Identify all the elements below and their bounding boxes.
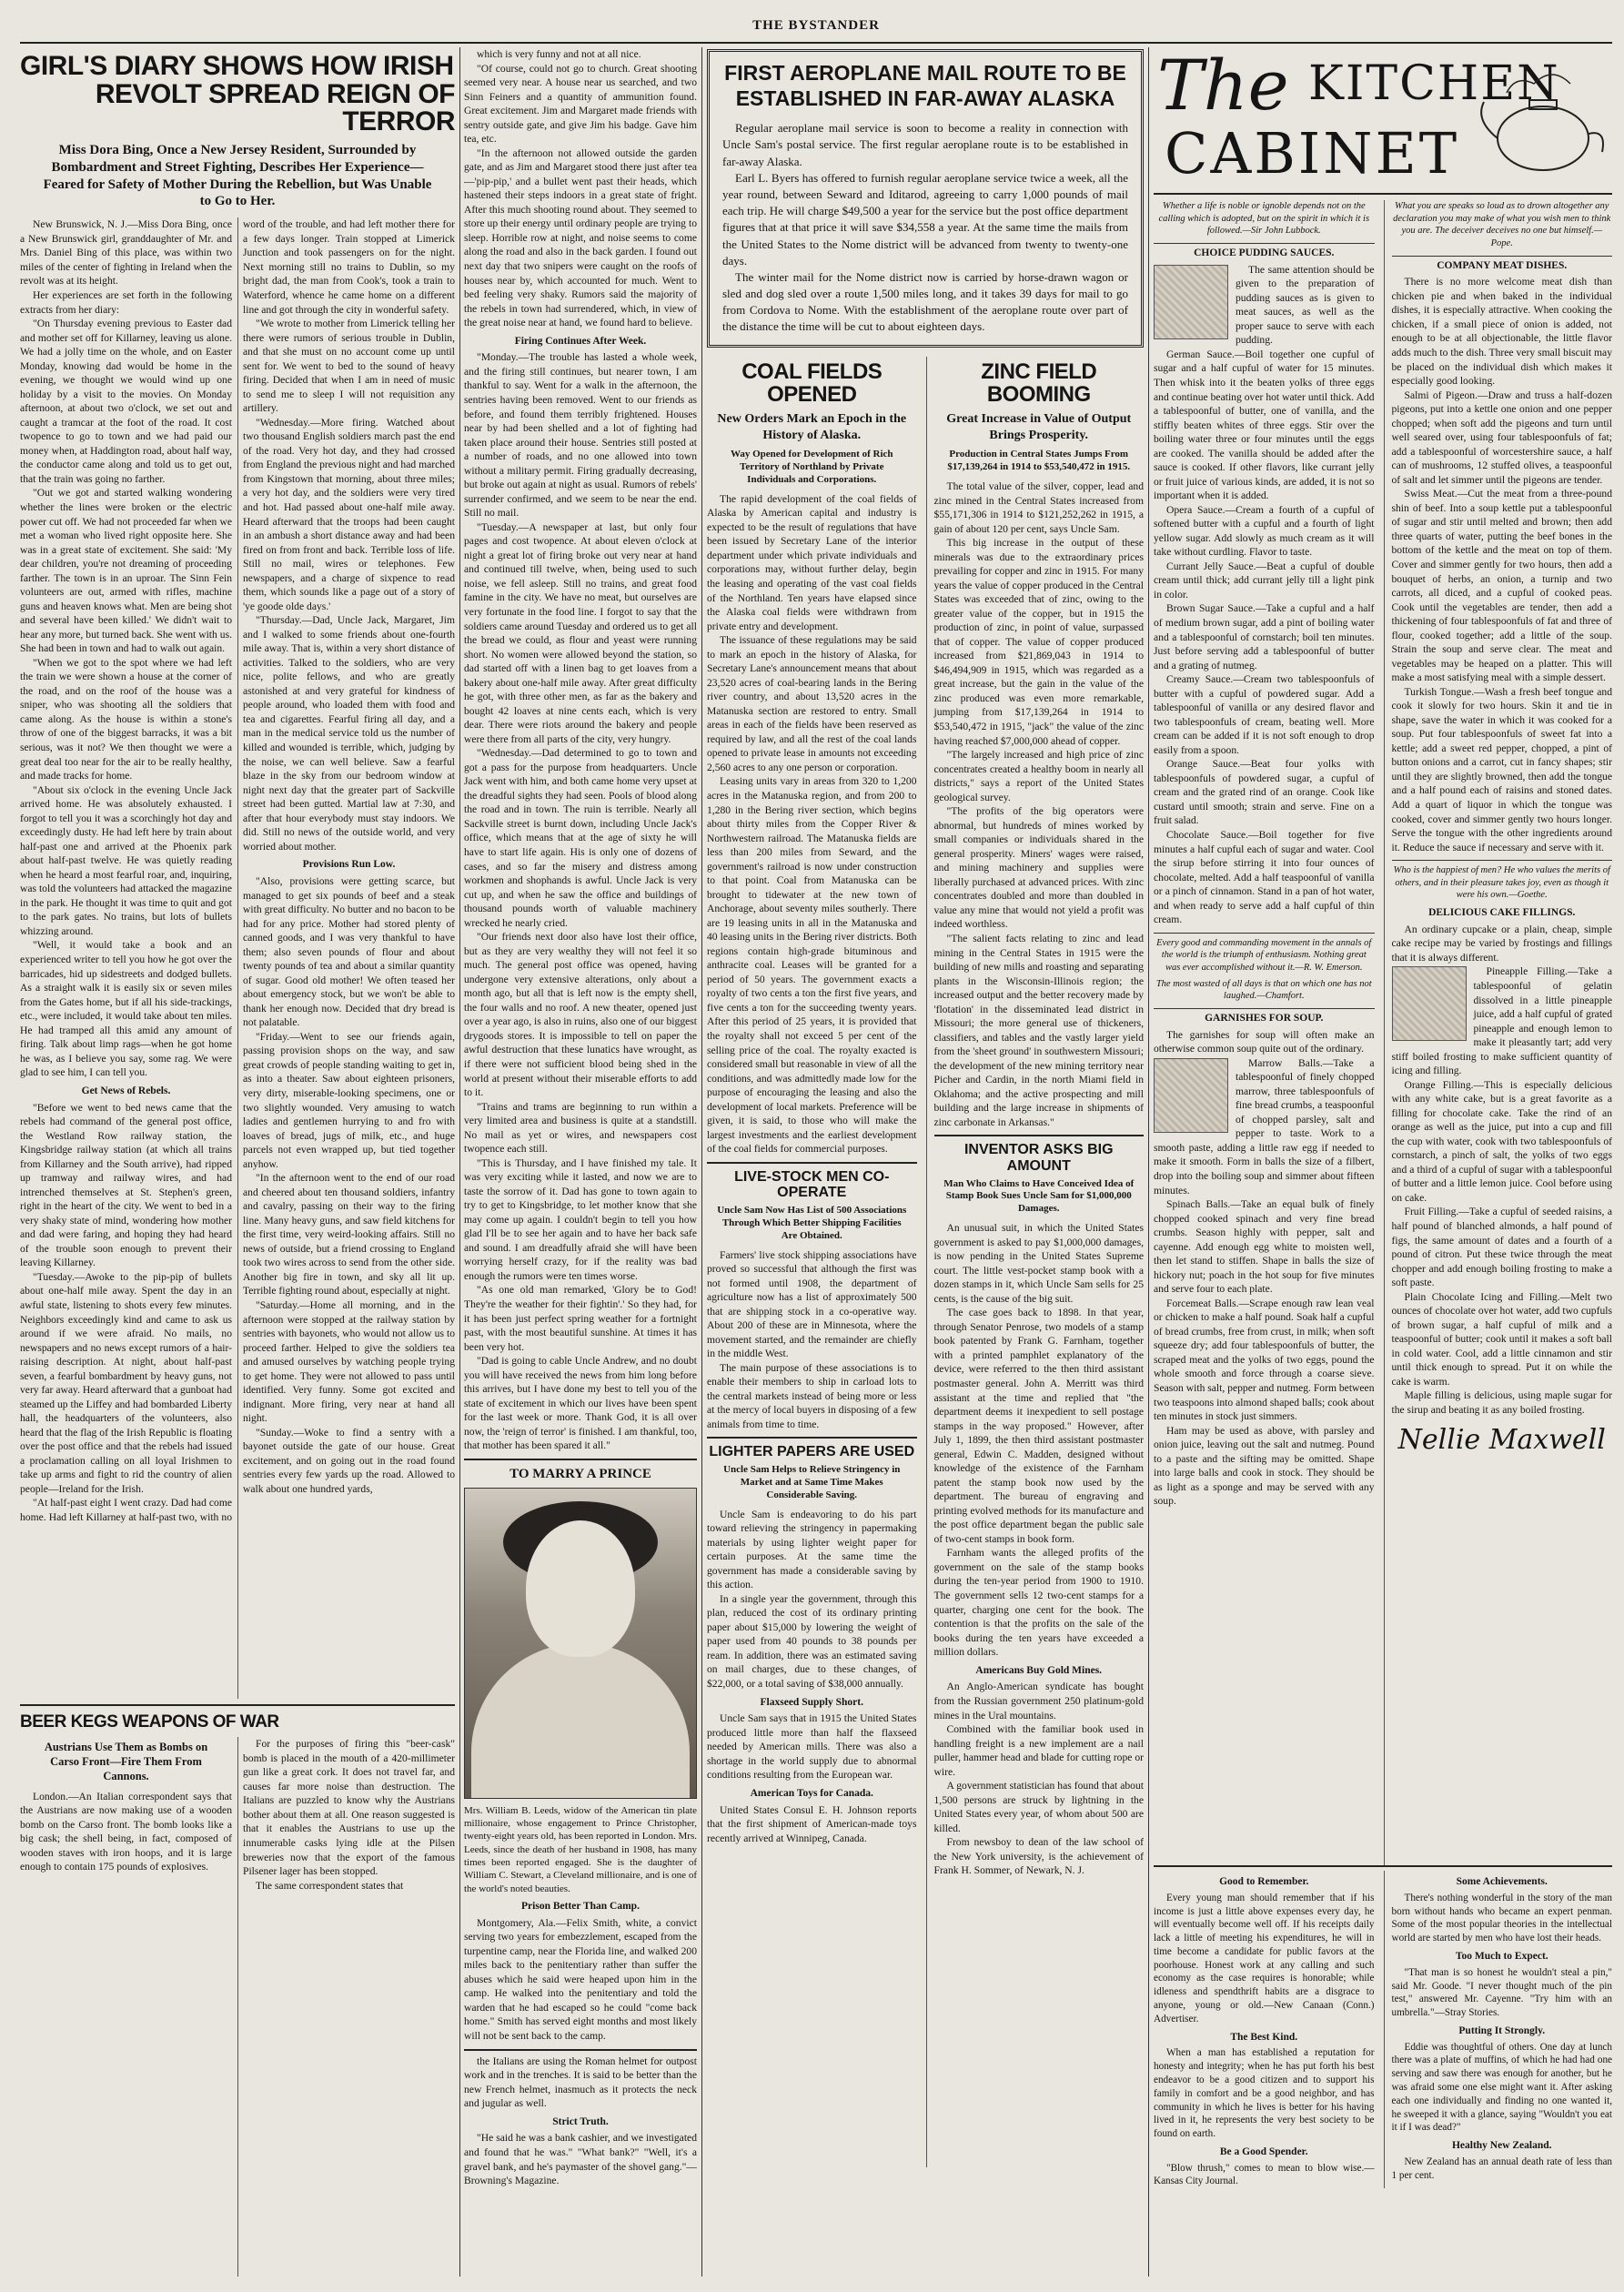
headline-zinc-field: ZINC FIELD BOOMING bbox=[981, 358, 1097, 407]
paragraph: "He said he was a bank cashier, and we investigated and found that he was." "What bank?" "Well, it's a gravel bank, and he's paymaster of the shovel gang."—Browning's Magazine. bbox=[464, 2132, 697, 2187]
quote: Every good and commanding movement in the annals of the world is the triumph of enthusiasm. Nothing great was ever accomplished without it.—R. W. Emerson. bbox=[1154, 933, 1375, 974]
paragraph: "That man is so honest he wouldn't steal a pin," said Mr. Goode. "I never thought much of the pin test," answered Mr. Cayenne. "Try him with an umbrella."—Stray Stories. bbox=[1391, 1966, 1612, 2019]
article-helmet bbox=[464, 2049, 697, 2188]
paragraph: Leasing units vary in areas from 320 to 1,200 acres in the Matanuska region, and from 200 to 1,280 in the Bering river section, which begins about thirty miles from the Copper River & Northwestern railroad. The Matanuska fields are less than 200 miles from Seward, and the government's railroad is now under construction to that point. Coal from Matanuska can be brought to tidewater at the new town of Anchorage, about seventy miles southerly. There are 19 leasing units in all in the Matanuska and 40 leasing units in the Bering river districts. Both regions contain high-grade bituminous and anthracite coal. Leases will be granted for a period of 50 years. The government exacts a royalty of two cents a ton the first five years, and five cents a ton for the succeeding twenty years. After this period of 25 years, it is provided that the royalty shall not exceed 5 per cent of the selling price of the coal. The royalty exacted is considered small but reasonable in view of all the conditions, and was admittedly made low for the purpose of encouraging the leasing and also the development of local markets. Preference will be given, it is said, to those who will make the largest investments and the earliest development of the coal fields for commercial purposes. bbox=[707, 775, 917, 1156]
basket-illustration-icon bbox=[1154, 1058, 1228, 1133]
paragraph: London.—An Italian correspondent says that the Austrians are now making use of a wooden bomb on the Carso front. The bomb looks like a big cask; the shell being, in fact, composed of wooden staves with iron hoops, and it is large enough to contain 175 pounds of explosives. bbox=[20, 1790, 232, 1873]
paragraph: From newsboy to dean of the law school of the New York university, is the achievement of Frank H. Sommer, of Newark, N. J. bbox=[933, 1836, 1144, 1877]
paragraph: "Sunday.—Woke to find a sentry with a bayonet outside the gate of our house. Great excitement, and on going out in the road found sentries every few yards up the road. Allowed to walk about one hundred yards, bbox=[243, 1426, 455, 1495]
vase-illustration-icon bbox=[1154, 265, 1228, 339]
aeroplane-mail-box bbox=[707, 49, 1144, 348]
paragraph: Turkish Tongue.—Wash a fresh beef tongue and cook it slowly for two hours. Skin it and tie in shape, save the water in which it was cooked for a soup. Put four tablespoonfuls of sweet fat into a kettle; add a sweet red pepper, chopped, a pint of button onions and a carrot, cut in fancy shapes; stir until they are slightly browned, then add the tongue and a half pound each of raisins and stoned dates. Add a quart of liquor in which the tongue was cooked, cover and simmer gently two hours longer. Serve the tongue with the other ingredients around it. Reduce the sauce if necessary and serve with it. bbox=[1391, 685, 1612, 853]
paragraph: Farmers' live stock shipping associations have proved so successful that although the first was not formed until 1908, the department of agriculture now has a list of approximately 500 that are shipping stock in a co-operative way. About 200 of these are in Minnesota, where the movement started, and the remainder are chiefly in the middle West. bbox=[707, 1248, 917, 1360]
headline-line-2: REVOLT SPREAD REIGN OF TERROR bbox=[95, 78, 455, 137]
quote: Who is the happiest of men? He who values the merits of others, and in their pleasure takes joy, even as though it were his own.—Goethe. bbox=[1392, 860, 1613, 902]
paragraph: Pineapple Filling.—Take a tablespoonful of gelatin dissolved in a little pineapple juice, add a half cupful of grated pineapple and enough lemon to make it pleasantly tart; add very stiff boiled frosting to make sufficient quantity of icing and filling. bbox=[1391, 965, 1612, 1077]
column-irish-diary bbox=[20, 47, 455, 2277]
paragraph: Brown Sugar Sauce.—Take a cupful and a half of medium brown sugar, add a pint of boiling water and a tablespoonful of cornstarch; boil ten minutes. Just before serving add a tablespoonful of butter and a grating of nutmeg. bbox=[1154, 602, 1375, 671]
column-diary-continued bbox=[464, 47, 697, 2277]
paragraph: "Saturday.—Home all morning, and in the afternoon were stopped at the railway station by sentries with bayonets, who would not allow us to proceed farther. Helped to give the soldiers tea and amused ourselves by watching people trying to get home. They were not allowed to pass until identified. Very funny. Some got excited and indignant. More firing, very near at hand all night. bbox=[243, 1298, 455, 1425]
headline-beer-kegs: BEER KEGS WEAPONS OF WAR bbox=[20, 1712, 279, 1732]
paragraph: United States Consul E. H. Johnson reports that the first shipment of American-made toys recently arrived at Winnipeg, Canada. bbox=[707, 1803, 917, 1844]
kitchen-cabinet-title-cabinet: CABINET bbox=[1165, 120, 1460, 187]
paragraph: Orange Filling.—This is especially delicious with any white cake, but is a great favorite as a filling for chocolate cake. Take the rind of an orange as well as the juice, put into a cup and fill the cup with water, cook with two tablespoonfuls of cornstarch, a pinch of salt, the yolks of two eggs and a third of a cupful of sugar with a tablespoonful of butter and a little lemon juice. Cool before using on cake. bbox=[1391, 1078, 1612, 1204]
paragraph: "Tuesday.—A newspaper at last, but only four pages and cost twopence. At about eleven o'clock at night a great lot of firing broke out very near at hand and continued till twelve, when, being used to such noise, we fell asleep. Still no trains, and great food famine in the city. We have no meat, but ourselves are very fortunate in the food line. I forgot to say that the soldiers came around Tuesday and ordered us to get all the bread we could, as flour and yeast were running short. No women were allowed beyond the station, so dad started off with a linen bag to get loaves from a bakery about one-half mile away. After great difficulty he got, with three other men, as far as the bakery and bought 42 loaves at nine cents each, which is very dear. There were riots around the bakery and people were there from all parts of the city, very hungry. bbox=[464, 520, 697, 745]
kitchen-cabinet-title-kitchen: KITCHEN bbox=[1308, 56, 1560, 111]
paragraph: The case goes back to 1898. In that year, through Senator Penrose, two models of a stamp book patented by Frank G. Farnham, together with a printed pamphlet explanatory of the device, were referred to the then third assistant postmaster general. John A. Merritt was third assistant at the time and replied that "the department deems it inexpedient to sell postage stamps in the way proposed." However, after July 1, 1899, the then third assistant postmaster general, Edwin C. Madden, designed without knowledge of the existence of the Farnham patent the stamp book now used by the department. The bureau of engraving and printing evolved methods for its manufacture and the post office department began the public sale of two-cent stamps in book form. bbox=[933, 1307, 1144, 1545]
section-cake-fillings: DELICIOUS CAKE FILLINGS. bbox=[1428, 907, 1576, 919]
deck-irish-diary: Miss Dora Bing, Once a New Jersey Resident, Surrounded by Bombardment and Street Fighting, Describes Her Experience—Feared for Safety of Mother During the Rebellion, but Was Unable to Go to Her. bbox=[43, 142, 432, 209]
paragraph: Maple filling is delicious, using maple sugar for the sirup and beating it as any boiled frosting. bbox=[1391, 1389, 1612, 1416]
paragraph: The winter mail for the Nome district now is carried by horse-drawn wagon or sled and dog sled over a route 1,500 miles long, and it takes 39 days for mail to go from Cordova to Nome. With the establishment of the aeroplane route over part of the distance the time will be cut to about eighteen days. bbox=[722, 269, 1128, 334]
subhead: Be a Good Spender. bbox=[1219, 2146, 1308, 2157]
masthead: THE BYSTANDER bbox=[20, 9, 1612, 44]
portrait-photo bbox=[464, 1488, 697, 1799]
paragraph: Currant Jelly Sauce.—Beat a cupful of double cream until thick; add currant jelly till a light pink in color. bbox=[1154, 560, 1375, 601]
paragraph: The same correspondent states that bbox=[256, 1879, 404, 1892]
signature: Nellie Maxwell bbox=[1397, 1424, 1606, 1457]
paragraph: "Well, it would take a book and an experienced writer to tell you how he got over the barricades, hid up sidestreets and dodged bullets. As a straight walk it is easily six or seven miles from the Gates home, but if all his side-trackings, etc., were included, it would take about ten miles. He had tramped all this amid any amount of firing. Talk about limp rags—when he got home he was, as I believe you say, some rag. We were glad to see him, I can tell you. bbox=[20, 939, 232, 1079]
paragraph: Montgomery, Ala.—Felix Smith, white, a convict serving two years for embezzlement, escaped from the turpentine camp, near the Florida line, and walked 200 miles back to the penitentiary rather than suffer the abuses which he said were heaped upon him in the camp. He walked into the penitentiary and told the warden that he had escaped so he could "come back home." Smith has served eight months and most likely will not be sent back to the camp. bbox=[464, 1916, 697, 2042]
deck-coal-fields: New Orders Mark an Epoch in the History of Alaska. bbox=[717, 412, 907, 442]
paragraph: "About six o'clock in the evening Uncle Jack arrived home. He was absolutely exhausted. I forgot to tell you it was a scorchingly hot day and exceedingly dusty. He had left here by train about half-past one and arrived at the Phoenix park about half-past twelve. He was quietly reading when he heard a most fearful roar, and, inquiring, was told the volunteers had attacked the magazine in the park. He thought it was time to quit and got to the park gates. No trains, but lots of bullets whizzing around. bbox=[20, 783, 232, 937]
paragraph: The same attention should be given to the preparation of pudding sauces as is given to meat sauces, as well as the proper sauce to serve with each pudding. bbox=[1236, 263, 1375, 347]
paragraph: Creamy Sauce.—Cream two tablespoonfuls of butter with a cupful of powdered sugar. Add a tablespoonful of vanilla or any desired flavor and two tablespoonfuls of cream, beating well. More cream can be added if it is not soft enough to drop easily from a spoon. bbox=[1154, 673, 1375, 756]
paragraph: Opera Sauce.—Cream a fourth of a cupful of softened butter with a cupful and a fourth of light yellow sugar. Add slowly as much cream as it will take without curdling. Flavor to taste. bbox=[1154, 503, 1375, 559]
article-beer-kegs bbox=[20, 1704, 455, 2277]
paragraph: Uncle Sam says that in 1915 the United States produced little more than half the flaxseed needed by American mills. There was also a shortage in the world supply due to abnormal conditions resulting from the European war. bbox=[707, 1712, 917, 1782]
paragraph: An Anglo-American syndicate has bought from the Russian government 250 platinum-gold mines in the Ural mountains. bbox=[933, 1681, 1144, 1722]
paragraph: Chocolate Sauce.—Boil together for five minutes a half cupful each of sugar and water. Cool the sirup before stirring it into four ounces of chocolate, melted. Add a half teaspoonful of vanilla or a pinch of cinnamon. Stand in a pan of hot water, and when ready to serve add a half cupful of thin cream. bbox=[1154, 828, 1375, 926]
paragraph: Earl L. Byers has offered to furnish regular aeroplane service twice a week, all the year round, between Seward and Iditarod, agreeing to carry 1,000 pounds of mail each trip. He will charge $49,500 a year for the service but the post office department figures that at that price it will save $34,558 a year. At the same time the mails from the United States to the Nome district will be advanced from twenty to twenty-one days. bbox=[722, 170, 1128, 268]
paragraph: "This is Thursday, and I have finished my tale. It was very exciting while it lasted, and now we are to taste the sorrow of it. Dad has gone to town again to try to get to Kingsbridge, to let mother know that she may come up again. I couldn't begin to tell you how glad I'll be to see her again and to have her back safe and sound. I am dreadfully afraid she will have been worrying herself crazy, for if the reality was bad enough the rumors were ten times worse. bbox=[464, 1156, 697, 1282]
paragraph: Her experiences are set forth in the following extracts from her diary: bbox=[20, 289, 232, 316]
paragraph: "Out we got and started walking wondering whether the lines were broken or the electric power cut off. We had not proceeded far when we met a woman who lived right opposite here. She was in a great state of excitement. She said: 'My dear children, you're not dreaming of proceeding farther. The town is in an uproar. The Sinn Fein volunteers are out, armed with rifles, machine guns and heaven knows what. Men are being shot and several have been killed.' We didn't wait to hear any more, but turned back. She went with us. She had been in town and had to walk out again. bbox=[20, 487, 232, 655]
paragraph: "Trains and trams are beginning to run within a very limited area and business is quite at a standstill. No mail as yet or wires, and newspapers cost twopence each still. bbox=[464, 1100, 697, 1156]
paragraph: There is no more welcome meat dish than chicken pie and when baked in the individual dishes, it is especially attractive. When cooking the chicken, if a small piece of onion is added, not enough to be at all objectionable, the little flavor adds much to the dish. Three very small biscuit may be placed on the individual dish which makes it especially good looking. bbox=[1391, 276, 1612, 388]
paragraph: Spinach Balls.—Take an equal bulk of finely chopped cooked spinach and very fine bread crumbs. Season highly with pepper, salt and cayenne. Add enough egg white to moisten well, then let stand to stiffen. Shape in balls the size of hickory nut; poach in the hot soup for five minutes and serve four to each plate. bbox=[1154, 1198, 1375, 1296]
deck-inventor: Man Who Claims to Have Conceived Idea of Stamp Book Sues Uncle Sam for $1,000,000 Damages. bbox=[943, 1177, 1135, 1215]
subhead: American Toys for Canada. bbox=[750, 1788, 873, 1799]
miscellany-right bbox=[1384, 1871, 1613, 2188]
paragraph: Swiss Meat.—Cut the meat from a three-pound shin of beef. Into a soup kettle put a tablespoonful of sugar and stir until melted and brown; then add three quarts of water, putting the beef bones in the bottom of the kettle and the meat on top of them. Cover and simmer gently for two hours, then add a bouquet of herbs, an onion, a turnip and two carrots, all diced, and a cupful of cooked peas. Cook until the vegetables are tender, then add a thickening of four tablespoonfuls of fat and three of flour, cooked together; add a little of the soup. Strain the soup and serve clear. The meat and vegetables may be heaped on a platter. This will make a most satisfying meal with a simple dessert. bbox=[1391, 488, 1612, 684]
subhead: The Best Kind. bbox=[1230, 2031, 1298, 2043]
headline-irish-diary bbox=[20, 53, 455, 136]
teapot-illustration-icon bbox=[1470, 66, 1607, 184]
column-rule bbox=[459, 47, 460, 2277]
paragraph: In a single year the government, through this plan, reduced the cost of its ordinary printing paper about $15,000 by lowering the weight of paper used from 40 pounds to 38 pounds per ream. In addition, there was an estimated saving on mail charges, due to these changes, of $22,000, or a total saving of $38,000 annually. bbox=[707, 1592, 917, 1691]
subdeck-coal-fields: Way Opened for Development of Rich Territory of Northland by Private Individuals and Corporations. bbox=[730, 449, 893, 485]
paragraph: the Italians are using the Roman helmet for outpost work and in the trenches. It is said to be better than the new French helmet, inasmuch as it protects the neck and jugular as well. bbox=[464, 2055, 697, 2110]
deck-lighter-papers: Uncle Sam Helps to Relieve Stringency in Market and at Same Time Makes Considerable Saving. bbox=[723, 1464, 901, 1500]
paragraph: "Before we went to bed news came that the rebels had command of the general post office, the Westland Row railway station, the Kingsbridge railway station (at which all trains from Killarney and the South arrive), had ripped up tramway and railway wires, and had intrenched themselves at St. Stephen's green, right in the heart of the city. We went to bed in a very shaky state of mind, wondering how mother and dad were faring, and hoping they had heard of the trouble soon enough to prevent their leaving Killarney. bbox=[20, 1101, 232, 1269]
paragraph: "Wednesday.—Dad determined to go to town and got a pass for the purpose from headquarters. Uncle Jack went with him, and both came home very upset at the dreadful sights they had seen. Pools of blood along the road and in town. The ruin is terrible. Nearly all Sackville street is burnt down, including Uncle Jack's office, which means that at the age of sixty he will have to start life again. His is only one of dozens of cases, and so far the misery and distress among workmen and shophands is awful. Uncle Jack is very cut up, and when he saw the office and buildings of thousand pounds worth of valuable machinery wrecked he nearly cried. bbox=[464, 747, 697, 929]
subhead: Prison Better Than Camp. bbox=[521, 1900, 640, 1912]
newspaper-page bbox=[20, 9, 1612, 2284]
miscellany-section bbox=[1154, 1865, 1612, 2280]
kitchen-cabinet-header bbox=[1154, 47, 1612, 195]
column-rule bbox=[701, 47, 702, 2277]
paragraph: Ham may be used as above, with parsley and onion juice, leaving out the salt and nutmeg. Pound to a paste and the sifting may be omitted. Shape into large balls and cook in stock. They should be as light as a sponge and may be served with any soup. bbox=[1154, 1424, 1375, 1508]
headline-coal-fields: COAL FIELDS OPENED bbox=[741, 358, 883, 407]
subhead: Healthy New Zealand. bbox=[1451, 2140, 1552, 2152]
subhead: Strict Truth. bbox=[552, 2115, 609, 2127]
deck-beer-kegs: Austrians Use Them as Bombs on Carso Front—Fire Them From Cannons. bbox=[44, 1741, 208, 1782]
subhead: Good to Remember. bbox=[1219, 1876, 1309, 1887]
section-soup-garnishes: GARNISHES FOR SOUP. bbox=[1154, 1008, 1375, 1025]
paragraph: This big increase in the output of these minerals was due to the extraordinary prices prevailing for copper and zinc in 1915. For many years the value of copper produced in the Central States was exceeded that of zinc, owing to the greater value of the copper, but in 1915 the production of zinc, in point of value, surpassed that of copper. The value of copper produced increased from $21,869,043 in 1914 to $46,494,909 in 1915, which was regarded as a great increase, but the gain in the value of the zinc produced was even more remarkable, jumping from $17,139,264 in 1914 to $53,540,472 in 1915, "jack" the value of the zinc having reached $7,000,000 ahead of copper. bbox=[933, 537, 1144, 747]
paragraph: Regular aeroplane mail service is soon to become a reality in connection with Uncle Sam's postal service. The first regular aeroplane route is to be established in far-away Alaska. bbox=[722, 121, 1128, 168]
subhead: Firing Continues After Week. bbox=[514, 335, 647, 347]
section-company-meat: COMPANY MEAT DISHES. bbox=[1392, 256, 1613, 273]
paragraph: "The salient facts relating to zinc and lead mining in the Central States in 1915 were the building of new mills and roasting and separating plants in the Wisconsin-Illinois region; the increased output and the better recovery made by 'flotation' in the disseminated lead district in Missouri; the more general use of thickeners, classifiers, and tables and the vastly larger yield from the 'sheet ground' in southwestern Missouri; the development of the new mining territory near Picher and Cardin, in the north Miami field in Oklahoma; and the active prospecting and mill building and the large increase in shipments of zinc carbonate in Arkansas." bbox=[933, 932, 1144, 1128]
paragraph: The rapid development of the coal fields of Alaska by American capital and industry is expected to be the result of regulations that have been issued by Secretary Lane of the interior department under which private individuals and corporations may, without further delay, begin the leasing and operating of the vast coal fields of the Northland. Ten years have elapsed since the Alaska coal fields were withdrawn from private entry and development. bbox=[707, 492, 917, 632]
paragraph: New Zealand has an annual death rate of less than 1 per cent. bbox=[1391, 2156, 1612, 2181]
paragraph: "Tuesday.—Awoke to the pip-pip of bullets about one-half mile away. Spent the day in an awful state, listening to shots every few minutes. Neighbors exceedingly kind and came to ask us around if we were afraid. No mails, no newspapers and no news except rumors of a hair-raising description. At night, about half-past seven, a fearful bombardment by heavy guns, not very far away. Heard afterward that a gunboat had steamed up the Liffey and had bombarded Liberty hall, the headquarters of the volunteers, also heard that the flag of the Irish Republic is floating over the post office and that the rebels had issued a proclamation calling on all loyal Irishmen to take up arms and fight to rid the country of alien people—Ireland for the Irish. bbox=[20, 1270, 232, 1495]
paragraph: "When we got to the spot where we had left the train we were shown a house at the corner of the road, and on the roof of the house was a sniper, who was shooting all the soldiers that came along. As the house is within a stone's throw of one of the biggest barracks, it was a bit serious, was it not? We then thought we were a great deal too near for the air to be really healthy, and made tracks for home. bbox=[20, 656, 232, 783]
paragraph: For the purposes of firing this "beer-cask" bomb is placed in the mouth of a 420-millimeter gun like a great cork. It does not travel far, and causes far more noise than destruction. The Italians are puzzled to know why the Austrians bother about them at all. One reason suggested is that it enables the Austrians to use up the innumerable casks lying idle at the Pilsen breweries now that the export of the famous Pilsener lager has been stopped. bbox=[243, 1738, 455, 1878]
paragraph: An unusual suit, in which the United States government is asked to pay $1,000,000 damages, is now pending in the United States Supreme court. The little vest-pocket stamp book with a dozen stamps in it, which Uncle Sam sells for 25 cents, is the cause of the big suit. bbox=[933, 1222, 1144, 1305]
subhead: Some Achievements. bbox=[1456, 1876, 1548, 1887]
paragraph: New Brunswick, N. J.—Miss Dora Bing, once a New Brunswick girl, granddaughter of Mr. and Mrs. Daniel Bing of this place, was within two miles of the center of fighting in Ireland when the revolt was at its height. bbox=[20, 218, 232, 288]
portrait-face-shape bbox=[526, 1520, 635, 1657]
paragraph: German Sauce.—Boil together one cupful of sugar and a half cupful of water for 15 minutes. Then whisk into it the beaten yolks of three eggs and continue beating over hot water until thick. Add a tablespoonful of butter, one of vanilla, and the stiffly beaten whites of three eggs. Stir over the boiling water three or four minutes until the eggs are cooked. The vanilla should be added after the sauce is cooked. If other flavors, like currant jelly or fruit juice of various kinds, are added, it is not so important when it is added. bbox=[1154, 348, 1375, 502]
paragraph: "Also, provisions were getting scarce, but managed to get six pounds of beef and a steak with great difficulty. No butter and no bacon to be had for any price. Mother had stored plenty of canned goods, and I was very thankful to have them; also seven pounds of flour and about twenty pounds of tea and about a similar quantity of sugar. Good old mother! We often teased her about emergency stock, but we won't be able to thank her enough now. Decided that dry bread is not palatable. bbox=[243, 875, 455, 1029]
paragraph: "The profits of the big operators were abnormal, but hundreds of mines worked by small companies or individuals shared in the general prosperity. Miners' wages were raised, and mining machinery and supplies were liberally purchased at advanced prices. With zinc concentrates doubled and more than doubled in value any mine that would not yield a profit was indeed worthless. bbox=[933, 805, 1144, 931]
paragraph: Salmi of Pigeon.—Draw and truss a half-dozen pigeons, put into a kettle one onion and one pepper chopped; when soft add the pigeons and turn until well seared over, using four tablespoonfuls of fat; add a tablespoonful of worcestershire sauce, a half can of mushrooms, 12 stuffed olives, a teaspoonful of salt and let simmer until the pigeons are tender. bbox=[1391, 389, 1612, 486]
headline-aeroplane-mail: FIRST AEROPLANE MAIL ROUTE TO BE ESTABLISHED IN FAR-AWAY ALASKA bbox=[724, 61, 1126, 110]
subhead: Too Much to Expect. bbox=[1455, 1950, 1548, 1962]
kitchen-cabinet-title-the: The bbox=[1157, 47, 1289, 126]
quote: The most wasted of all days is that on which one has not laughed.—Chamfort. bbox=[1155, 978, 1372, 1002]
paragraph: The total value of the silver, copper, lead and zinc mined in the Central States increased from $55,171,306 in 1914 to $121,252,262 in 1915, a gain of about 120 per cent, says Uncle Sam. bbox=[933, 480, 1144, 535]
subcolumn-zinc bbox=[926, 357, 1145, 2167]
column-alaska-news bbox=[707, 47, 1144, 2277]
subdeck-zinc-field: Production in Central States Jumps From $17,139,264 in 1914 to $53,540,472 in 1915. bbox=[947, 449, 1131, 473]
paragraph: "On Thursday evening previous to Easter dad and mother set off for Killarney, leaving us alone. We had a jolly time on the whole, and on Easter Monday, knowing dad would be home in the evening, we thought we would wind up one holiday by a visit to the movies. On Monday afternoon, at about two o'clock, we set out and caught a tramcar at the foot of the road. It cost twopence to go to town and we had paid our money when, at Haddington road, about half way, the conductor came along and told us to get out, that the train was going no farther. bbox=[20, 318, 232, 485]
headline-line-1: GIRL'S DIARY SHOWS HOW IRISH bbox=[20, 51, 454, 81]
paragraph: Farnham wants the alleged profits of the government on the sale of the stamp books during the ten-year period from 1900 to 1910. The government sells 12 two-cent stamps for a quarter, charging one cent for the book. The contention is that the profits on the sale of the books during the ten years have exceeded a million dollars. bbox=[933, 1547, 1144, 1659]
paragraph: Uncle Sam is endeavoring to do his part toward relieving the stringency in papermaking materials by using lighter weight paper for certain purposes. At the same time the government has made a considerable saving by this action. bbox=[707, 1508, 917, 1591]
paragraph: Plain Chocolate Icing and Filling.—Melt two ounces of chocolate over hot water, add two cupfuls of brown sugar, a half cupful of milk and a teaspoonful of butter; cook until it makes a soft ball in cold water. Cool, add a little cinnamon and stir until thick enough to spread. Put it on while the cake is warm. bbox=[1391, 1290, 1612, 1388]
portrait-body-shape bbox=[471, 1643, 690, 1798]
paragraph: "Friday.—Went to see our friends again, passing provision shops on the way, and saw great crowds of people standing waiting to get in, as into a theater. Saw about eighteen prisoners, very dirty, miserable-looking specimens, one or two slightly wounded. Very amusing to watch ladies and gentlemen hurrying to and fro with loaves of bread, jugs of milk, etc., and huge parcels not even wrapped up, but tied together anyhow. bbox=[243, 1030, 455, 1170]
paragraph: "Wednesday.—More firing. Watched about two thousand English soldiers march past the end of the road. Very hot day, and they had crossed from England the previous night and had marched from Kingstown that morning, about three miles; a very hot day, and the soldiers were very tired and hot. Had passed about one-half mile away. Heard afterward that the troops had been caught in an ambush a short distance away and had been fired on from front and back. Terrible loss of life. Still no mail, wires or telephones. Few newspapers, and a charge of sixpence to read them, which sounds like a page out of a story of 'ye goode olde days.' bbox=[243, 416, 455, 612]
quote: Whether a life is noble or ignoble depends not on the calling which is adopted, but on the spirit in which it is followed.—Sir John Lubbock. bbox=[1158, 201, 1370, 237]
paragraph: Orange Sauce.—Beat four yolks with tablespoonfuls of powdered sugar, a cupful of cream and the grated rind of an orange. Cook like custard until smooth; strain and serve. Fine on a fruit salad. bbox=[1154, 758, 1375, 827]
photo-section bbox=[464, 1459, 697, 1895]
paragraph: The garnishes for soup will often make an otherwise common soup quite out of the ordinary. bbox=[1154, 1028, 1375, 1055]
paragraph: Eddie was thoughtful of others. One day at lunch there was a plate of muffins, of which he had had one serving and saw there was enough for another, but he was afraid some one else might want it. After asking each one individually and finding no one wanted it, he sweeped it with a glance, saying "Wouldn't you eat it if I was dead?" bbox=[1391, 2041, 1612, 2134]
paragraph: "Blow thrush," comes to mean to blow wise.—Kansas City Journal. bbox=[1154, 2162, 1375, 2187]
deck-live-stock: Uncle Sam Now Has List of 500 Associations Through Which Better Shipping Facilities Are Obtained. bbox=[717, 1204, 907, 1241]
two-column-news bbox=[707, 357, 1144, 2167]
subhead: Get News of Rebels. bbox=[81, 1085, 171, 1096]
quote: What you are speaks so loud as to drown altogether any declaration you may make of what you wish men to think you are. The deceiver deceives no one but himself.—Pope. bbox=[1393, 201, 1611, 248]
paragraph: "As one old man remarked, 'Glory be to God! They're the weather for their fightin'.' So they had, for it has been just perfect spring weather for a fortnight past, with the most beautiful sunshine. At times it has been very hot. bbox=[464, 1284, 697, 1353]
paragraph: "The largely increased and high price of zinc concentrates created a healthy boom in nearly all districts," says a report of the United States geological survey. bbox=[933, 749, 1144, 803]
article-body-aeroplane-mail bbox=[722, 120, 1128, 335]
paragraph: "Thursday.—Dad, Uncle Jack, Margaret, Jim and I walked to some friends about one-fourth mile away. That is, within a very short distance of activities. Talked to the soldiers, who are very nice, polite fellows, and who are greatly astonished at and very grateful for kindness of people around, who loaded them with food and tea and cigarettes. Fearful firing all day, and a man in the medical service told us the number of killed and wounded is terrible, which, judging by the noise, we can well believe. Saw a fearful blaze in the sky from our bedroom window at night next day that the greater part of Sackville street had been gutted. Martial law at 7:30, and after that hour everybody must stay indoors. We did. Still no news of the outside world, and very worried about mother. bbox=[243, 614, 455, 853]
deck-zinc-field: Great Increase in Value of Output Brings Prosperity. bbox=[946, 412, 1132, 442]
paragraph: "At half-past eight I went crazy. Dad had come home. Had left Killarney at half-past two, with no word of the trouble, and had left mother there for a few days longer. Train stopped at Limerick Junction and took passengers on for the night. Next morning still no trains to Dublin, so my bright dad, the man from Cook's, took a train to Waterford, whence he came home on a different line and got through the city in wonderful safety. bbox=[20, 218, 455, 1523]
paragraph: An ordinary cupcake or a plain, cheap, simple cake recipe may be varied by frostings and fillings that it is always different. bbox=[1391, 923, 1612, 964]
paragraph: When a man has established a reputation for honesty and integrity; when he has put forth his best endeavor to be a good citizen and to support his family in comfort and be a good neighbor, and has community in which he lives is better for his having lived in it, he represents the very best society to be found on earth. bbox=[1154, 2047, 1375, 2140]
paragraph: Combined with the familiar book used in handling freight is a new implement are a nail puller, hammer head and blade for cutting rope or wire. bbox=[933, 1723, 1144, 1778]
headline-live-stock: LIVE-STOCK MEN CO-OPERATE bbox=[707, 1162, 917, 1201]
paragraph: Every young man should remember that if his income is just a little above expenses every day, he will eventually become well off. If his receipts daily lack a little of meeting his expenditures, he will in time become a candidate for public favors at the poorhouse. Honest work at any calling and such economy as the case requires is honorable; while idleness and spendthrift habits are a disgrace to anyone, young or old.—New Canaan (Conn.) Advertiser. bbox=[1154, 1892, 1375, 2024]
subhead: Americans Buy Gold Mines. bbox=[975, 1664, 1103, 1676]
paragraph: "In the afternoon not allowed outside the garden gate, and as Jim and Margaret stood there just after tea—'pip-pip,' and a bullet went past their heads, which hastened their steps indoors in a great state of fright. After this much shooting round about. They seemed to store up their energy until ordinary people are trying to sleep. Horrible row at night, and noise seems to come along the road and also in the back garden. I found out next day that two snipers were caught on the roofs of houses near by, which accounted for much. Went to bed feeling very shaky. Rumors said the majority of the rebels in town had surrendered, which, in view of the great noise near at hand, we found hard to believe. bbox=[464, 146, 697, 329]
paragraph: "We wrote to mother from Limerick telling her there were rumors of serious trouble in Dublin, and that she must on no account come up until sent for. We went to bed to the sound of heavy firing. Decided that when I am in need of music to send me to sleep I will not requisition any artillery. bbox=[243, 318, 455, 415]
miscellany-split bbox=[1154, 1871, 1612, 2188]
paragraph: "Our friends next door also have lost their office, but as they are very wealthy they will not feel it so much. The general post office was opened, having undergone very extensive alterations, only about a month ago, but all that is left now is the empty shell, the four walls and no roof. A new theater, opened just over a year ago, is also in ruins, also one of our biggest drygoods stores. It is impossible to tell on paper the awful destruction that these lunatics have wrought, as if there were not sufficient blood being shed in the world at present without their miserable efforts to add to it. bbox=[464, 931, 697, 1099]
column-rule bbox=[1148, 47, 1149, 2277]
paragraph: "In the afternoon went to the end of our road and cheered about ten thousand soldiers, infantry and cavalry, passing on their way to the firing line. Many heavy guns, and saw field kitchens for the first time, very weird-looking affairs. Still no news of outside, but a friend crossing to England took two wires across to send from the other side. Another big fire in town, and sky all lit up. Terrible fighting round about, especially at night. bbox=[243, 1172, 455, 1297]
miscellany-left bbox=[1154, 1871, 1375, 2188]
paragraph: There's nothing wonderful in the story of the man born without hands who became an expert penman. Some of the most popular theories in the intellectual world are started by men who have lost their heads. bbox=[1391, 1892, 1612, 1944]
subhead: Putting It Strongly. bbox=[1458, 2024, 1546, 2036]
jug-illustration-icon bbox=[1392, 966, 1467, 1041]
paragraph: Fruit Filling.—Take a cupful of seeded raisins, a half pound of blanched almonds, a half pound of figs, the same amount of dates and a fourth of a pound of citron. Put these twice through the meat chopper and add enough boiling frosting to make a soft paste. bbox=[1391, 1206, 1612, 1289]
headline-inventor: INVENTOR ASKS BIG AMOUNT bbox=[934, 1135, 1145, 1174]
headline-lighter-papers: LIGHTER PAPERS ARE USED bbox=[707, 1437, 917, 1460]
photo-title: TO MARRY A PRINCE bbox=[509, 1466, 651, 1481]
paragraph: The issuance of these regulations may be said to mark an epoch in the history of Alaska, for Secretary Lane's announcement means that about 23,520 acres of coal-bearing lands in the Bering river country, and about 13,520 acres in the Matanuska section are restored to entry. Small areas in each of the fields have been reserved as required by law, and all the rest of the coal lands opened to private lease in amounts not exceeding 2,560 acres to any one person or corporation. bbox=[707, 634, 917, 773]
subhead: Flaxseed Supply Short. bbox=[760, 1696, 863, 1708]
paragraph: Forcemeat Balls.—Scrape enough raw lean veal or chicken to make a half pound. Soak half a cupful of bread crumbs, free from crust, in milk; when soft squeeze dry; add four tablespoonfuls of butter, the scraped meat and the yolks of two eggs, pound the whole smooth and force through a coarse sieve. Season with salt, pepper and nutmeg. Form between two teaspoons into almond shaped balls; cook about ten minutes in stock just simmers. bbox=[1154, 1297, 1375, 1423]
paragraph: The main purpose of these associations is to enable their members to ship in carload lots to the central markets instead of being more or less at the mercy of local buyers in disposing of a few animals from time to time. bbox=[707, 1361, 917, 1430]
photo-caption: Mrs. William B. Leeds, widow of the American tin plate millionaire, whose engagement to Prince Christopher, twenty-eight years old, has been reported in London. Mrs. Leeds, since the death of her husband in 1908, has many times been reported engaged. She is the daughter of William C. Stewart, a Cleveland millionaire, and is one of the world's noted beauties. bbox=[464, 1804, 697, 1894]
section-pudding-sauces: CHOICE PUDDING SAUCES. bbox=[1154, 243, 1375, 260]
article-body-beer-kegs bbox=[20, 1737, 455, 2277]
subcolumn-coal bbox=[707, 357, 917, 2167]
paragraph: which is very funny and not at all nice. bbox=[477, 48, 641, 60]
paragraph: "Dad is going to cable Uncle Andrew, and no doubt you will have received the news from him long before this arrives, but I have done my best to tell you of the state of excitement in which our lives have been spent for the last week or more. Thank God, it is all over now, the 'reign of terror' is finished. I am thankful, too, that mother has been spared it all." bbox=[464, 1355, 697, 1452]
subhead: Provisions Run Low. bbox=[302, 859, 396, 871]
paragraph: Marrow Balls.—Take a tablespoonful of finely chopped marrow, three tablespoonfuls of fine bread crumbs, a teaspoonful of chopped parsley, salt and pepper to taste. Work to a smooth paste, adding a little raw egg if needed to make it smooth. Form in balls the size of a filbert, drop into the boiling soup and simmer about fifteen minutes. bbox=[1154, 1056, 1375, 1196]
paragraph: "Monday.—The trouble has lasted a whole week, and the firing still continues, but nearer town, I am thankful to say. Went for a walk in the afternoon, the sentries having been removed. Went to our friends as before, and found them terribly frightened. Houses near by had been shelled and a lot of fighting had taken place around their house. Sentries still posted at a number of roads, and no one allowed into town without a military permit. Firing gradually decreasing, but broke out again at night as usual. Rumors of rebels' surrender confirmed, and we seem to be near the end. Still no mail. bbox=[464, 351, 697, 520]
article-body-irish-diary bbox=[20, 217, 455, 1699]
paragraph: "Of course, could not go to church. Great shooting seemed very near. A house near us searched, and two Sinn Feiners and a quantity of ammunition found. Great excitement. Jim and Margaret made friends with sentry outside gate, and give Jim his badge. Gave him tea, etc. bbox=[464, 62, 697, 146]
paragraph: A government statistician has found that about 1,500 persons are struck by lightning in the United States every year, of whom about 500 are killed. bbox=[933, 1780, 1144, 1834]
